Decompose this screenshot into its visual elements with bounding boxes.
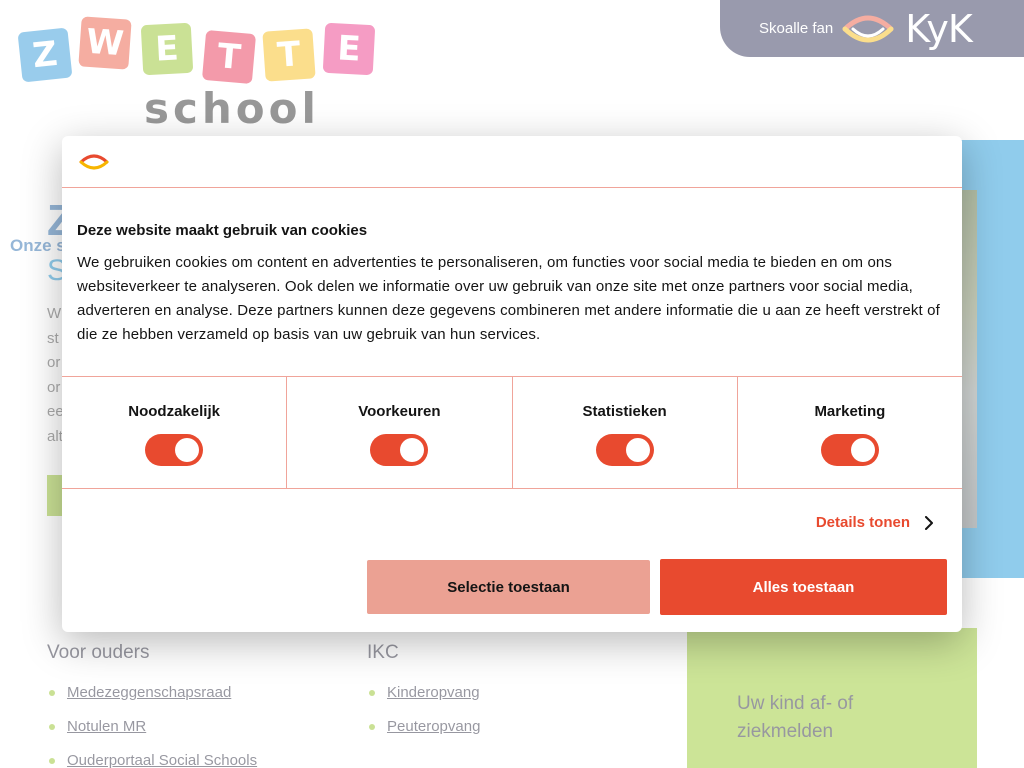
toggle-knob: [851, 438, 875, 462]
toggle-cell-marketing: [738, 377, 962, 488]
toggle-label: Statistieken: [582, 403, 667, 420]
toggle-label: Marketing: [814, 403, 886, 420]
toggle-cell-statistieken: [513, 377, 738, 488]
toggle-knob: [626, 438, 650, 462]
toggle-noodzakelijk[interactable]: [145, 434, 203, 466]
toggle-knob: [175, 438, 199, 462]
chevron-right-icon: [924, 516, 934, 530]
details-toggle-link[interactable]: [816, 514, 934, 531]
toggle-marketing[interactable]: [821, 434, 879, 466]
toggle-cell-noodzakelijk: [62, 377, 287, 488]
allow-all-button[interactable]: Alles toestaan: [660, 559, 947, 615]
cookie-dialog-header: [62, 136, 962, 188]
toggle-statistieken[interactable]: [596, 434, 654, 466]
toggle-label: Voorkeuren: [358, 403, 441, 420]
cookie-dialog-title: Deze website maakt gebruik van cookies: [77, 222, 368, 239]
cookie-dialog: [62, 136, 962, 632]
cookie-toggle-row: [62, 376, 962, 489]
toggle-cell-voorkeuren: [287, 377, 512, 488]
toggle-knob: [400, 438, 424, 462]
details-label: Details tonen: [815, 514, 910, 531]
cookie-dialog-body: We gebruiken cookies om content en advertenties te personaliseren, om functies voor social media te bieden en om ons websiteverkeer te analyseren. Ook delen we informatie over uw gebruik van onze site met onze partners voor social media, adverteren en analyse. Deze partners kunnen deze gegevens combineren met andere informatie die u aan ze heeft verstrekt of die ze hebben verzameld op basis van uw gebruik van hun services.: [77, 254, 940, 343]
cookiebot-logo-icon: [78, 150, 110, 174]
toggle-label: Noodzakelijk: [128, 403, 220, 420]
toggle-voorkeuren[interactable]: [370, 434, 428, 466]
allow-selection-button[interactable]: Selectie toestaan: [367, 560, 650, 614]
